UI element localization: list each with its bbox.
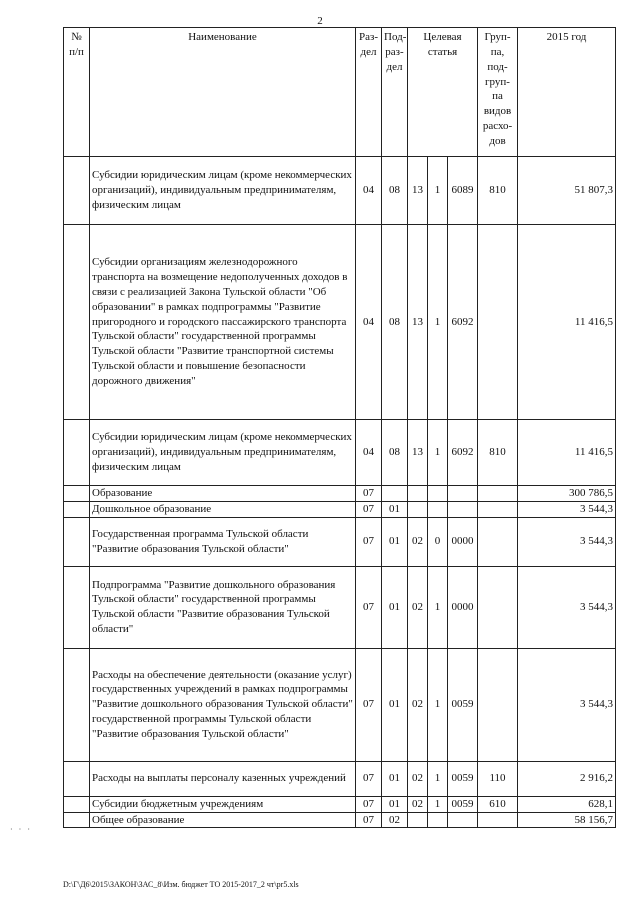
table-row	[64, 225, 616, 420]
row-name: Общее образование	[90, 812, 356, 828]
row-target-subprogram: 1	[428, 761, 448, 796]
row-razdel: 04	[356, 157, 382, 225]
row-podrazdel: 01	[382, 517, 408, 566]
row-number	[64, 812, 90, 828]
row-podrazdel	[382, 486, 408, 502]
row-target-direction: 0059	[448, 648, 478, 761]
row-target-subprogram	[428, 486, 448, 502]
row-amount: 58 156,7	[518, 812, 616, 828]
row-razdel: 07	[356, 566, 382, 648]
row-podrazdel: 01	[382, 796, 408, 812]
row-podrazdel: 08	[382, 157, 408, 225]
row-podrazdel: 02	[382, 812, 408, 828]
row-target-subprogram: 1	[428, 566, 448, 648]
row-number	[64, 796, 90, 812]
margin-marks: · · ·	[10, 825, 32, 834]
row-target-subprogram: 1	[428, 225, 448, 420]
row-expense-type: 110	[478, 761, 518, 796]
file-path-footer: D:\Г\Д6\2015\ЗАКОН\ЗАС_8\Изм. бюджет ТО 2015-2017_2 чт\pr5.xls	[63, 880, 299, 889]
row-target-program: 02	[408, 517, 428, 566]
budget-table	[63, 27, 616, 828]
row-expense-type	[478, 501, 518, 517]
row-amount: 3 544,3	[518, 648, 616, 761]
header-no: № п/п	[64, 28, 90, 157]
row-number	[64, 761, 90, 796]
row-target-direction	[448, 812, 478, 828]
row-razdel: 07	[356, 812, 382, 828]
row-name: Подпрограмма "Развитие дошкольного образования Тульской области" государственной программы Тульской области "Развитие образования Тульской области"	[90, 566, 356, 648]
row-podrazdel: 01	[382, 648, 408, 761]
row-target-direction: 6092	[448, 420, 478, 486]
row-target-direction: 0059	[448, 761, 478, 796]
row-razdel: 04	[356, 420, 382, 486]
row-razdel: 07	[356, 486, 382, 502]
row-expense-type: 810	[478, 157, 518, 225]
row-target-program: 13	[408, 420, 428, 486]
row-razdel: 07	[356, 517, 382, 566]
header-name: Наименование	[90, 28, 356, 157]
row-expense-type	[478, 517, 518, 566]
table-row	[64, 648, 616, 761]
row-name: Субсидии организациям железнодорожного транспорта на возмещение недополученных доходов в связи с реализацией Закона Тульской области "Об образовании" в рамках подпрограммы "Развитие пригородного и городского пассажирского транспорта Тульской области" государственной программы Тульской области "Развитие транспортной системы Тульской области и повышение безопасности дорожного движения"	[90, 225, 356, 420]
row-number	[64, 157, 90, 225]
row-amount: 51 807,3	[518, 157, 616, 225]
row-podrazdel: 08	[382, 225, 408, 420]
row-expense-type	[478, 648, 518, 761]
row-name: Образование	[90, 486, 356, 502]
row-target-direction: 0059	[448, 796, 478, 812]
row-expense-type	[478, 486, 518, 502]
row-expense-type	[478, 812, 518, 828]
row-amount: 300 786,5	[518, 486, 616, 502]
row-target-program: 13	[408, 157, 428, 225]
header-group: Груп- па, под- груп- па видов расхо- дов	[478, 28, 518, 157]
row-target-subprogram: 1	[428, 796, 448, 812]
table-row	[64, 796, 616, 812]
row-target-subprogram	[428, 501, 448, 517]
row-razdel: 07	[356, 761, 382, 796]
table-row	[64, 812, 616, 828]
row-target-subprogram: 1	[428, 157, 448, 225]
row-expense-type: 610	[478, 796, 518, 812]
row-target-program: 02	[408, 761, 428, 796]
row-razdel: 07	[356, 796, 382, 812]
row-name: Расходы на обеспечение деятельности (оказание услуг) государственных учреждений в рамках подпрограммы "Развитие дошкольного образования Тульской области" государственной программы Тульской области "Развитие образования Тульской области"	[90, 648, 356, 761]
row-number	[64, 486, 90, 502]
header-razdel: Раз- дел	[356, 28, 382, 157]
table-header-row	[64, 28, 616, 157]
row-target-direction	[448, 486, 478, 502]
row-name: Субсидии юридическим лицам (кроме некоммерческих организаций), индивидуальным предпринимателям, физическим лицам	[90, 157, 356, 225]
row-number	[64, 420, 90, 486]
row-target-program	[408, 501, 428, 517]
row-number	[64, 517, 90, 566]
row-name: Субсидии бюджетным учреждениям	[90, 796, 356, 812]
row-target-program: 02	[408, 648, 428, 761]
table-row	[64, 420, 616, 486]
table-row	[64, 501, 616, 517]
row-podrazdel: 08	[382, 420, 408, 486]
header-target: Целевая статья	[408, 28, 478, 157]
table-row	[64, 517, 616, 566]
header-year: 2015 год	[518, 28, 616, 157]
row-amount: 628,1	[518, 796, 616, 812]
row-expense-type	[478, 566, 518, 648]
row-target-direction	[448, 501, 478, 517]
table-row	[64, 486, 616, 502]
row-name: Расходы на выплаты персоналу казенных учреждений	[90, 761, 356, 796]
row-number	[64, 225, 90, 420]
row-amount: 3 544,3	[518, 566, 616, 648]
row-target-direction: 6092	[448, 225, 478, 420]
page-number: 2	[317, 15, 323, 27]
row-target-subprogram: 0	[428, 517, 448, 566]
table-row	[64, 761, 616, 796]
row-number	[64, 648, 90, 761]
row-number	[64, 501, 90, 517]
row-expense-type	[478, 225, 518, 420]
row-target-program: 13	[408, 225, 428, 420]
row-amount: 3 544,3	[518, 501, 616, 517]
row-target-subprogram	[428, 812, 448, 828]
row-amount: 2 916,2	[518, 761, 616, 796]
row-amount: 3 544,3	[518, 517, 616, 566]
row-target-program: 02	[408, 796, 428, 812]
row-expense-type: 810	[478, 420, 518, 486]
table-row	[64, 566, 616, 648]
row-target-direction: 0000	[448, 566, 478, 648]
row-name: Государственная программа Тульской области "Развитие образования Тульской области"	[90, 517, 356, 566]
row-amount: 11 416,5	[518, 420, 616, 486]
row-number	[64, 566, 90, 648]
row-target-direction: 6089	[448, 157, 478, 225]
row-podrazdel: 01	[382, 761, 408, 796]
row-razdel: 07	[356, 501, 382, 517]
row-name: Субсидии юридическим лицам (кроме некоммерческих организаций), индивидуальным предпринимателям, физическим лицам	[90, 420, 356, 486]
row-podrazdel: 01	[382, 566, 408, 648]
row-amount: 11 416,5	[518, 225, 616, 420]
row-podrazdel: 01	[382, 501, 408, 517]
row-name: Дошкольное образование	[90, 501, 356, 517]
row-target-program: 02	[408, 566, 428, 648]
row-target-direction: 0000	[448, 517, 478, 566]
row-razdel: 07	[356, 648, 382, 761]
row-target-program	[408, 812, 428, 828]
row-target-subprogram: 1	[428, 648, 448, 761]
table-row	[64, 157, 616, 225]
header-podrazdel: Под- раз- дел	[382, 28, 408, 157]
row-razdel: 04	[356, 225, 382, 420]
row-target-program	[408, 486, 428, 502]
row-target-subprogram: 1	[428, 420, 448, 486]
